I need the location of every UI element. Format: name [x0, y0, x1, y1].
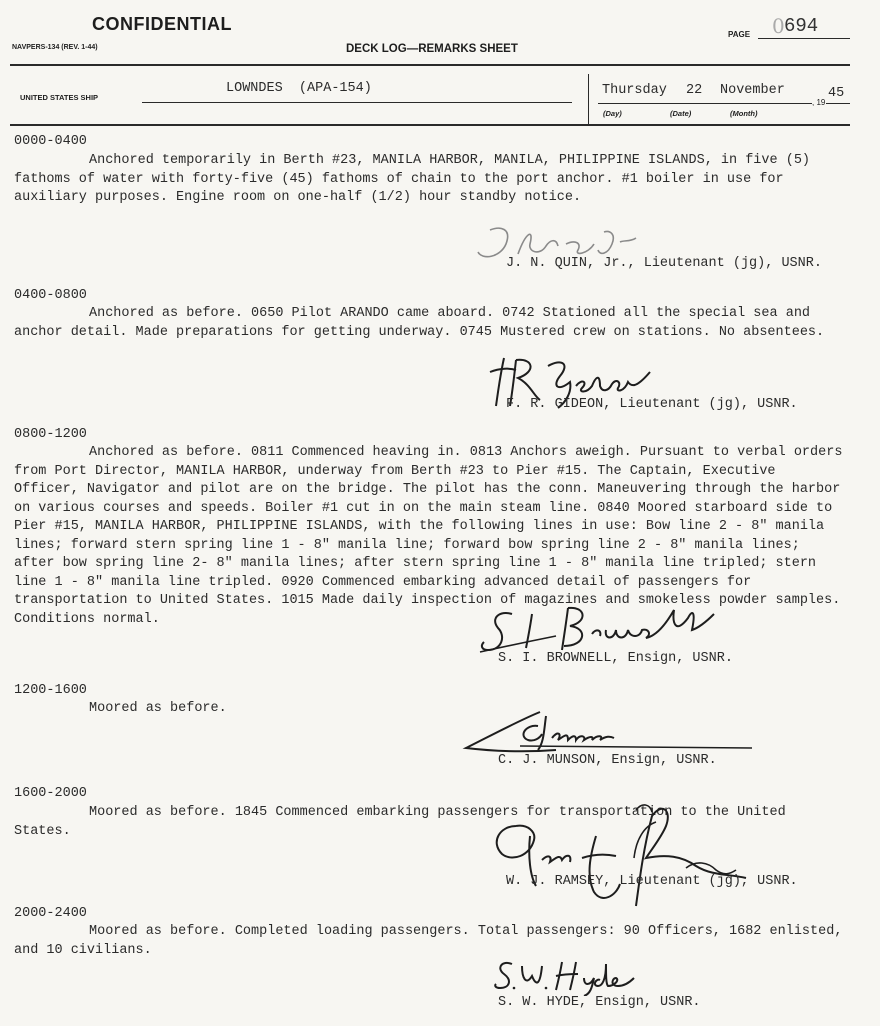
- year-line: [826, 103, 850, 104]
- header-rule-bottom: [10, 124, 850, 126]
- signature-0400-0800: F. R. GIDEON, Lieutenant (jg), USNR.: [506, 397, 798, 412]
- header-rule-top: [10, 64, 850, 66]
- month-caption: (Month): [730, 109, 758, 118]
- remarks-0400-0800: Anchored as before. 0650 Pilot ARANDO came aboard. 0742 Stationed all the special sea and anchor detail. Made preparations for getting underway. 0745 Mustered crew on stations. No absentees.: [14, 306, 825, 340]
- remarks-0000-0400: Anchored temporarily in Berth #23, MANILA HARBOR, MANILA, PHILIPPINE ISLANDS, in five (5) fathoms of water with forty-five (45) fathoms of chain to the port anchor. #1 boiler in use for auxiliary purposes. Engine room on one-half (1/2) hour standby notice.: [14, 153, 811, 205]
- watch-1200-1600: 1200-1600: [14, 683, 87, 698]
- signature-0000-0400: J. N. QUIN, Jr., Lieutenant (jg), USNR.: [506, 256, 822, 271]
- log-month: November: [720, 83, 785, 98]
- date-box-divider: [588, 74, 589, 124]
- watch-1600-2000: 1600-2000: [14, 786, 87, 801]
- remarks-1600-2000: Moored as before. 1845 Commenced embarking passengers for transportation to the United States.: [14, 805, 786, 839]
- signature-1200-1600: C. J. MUNSON, Ensign, USNR.: [498, 753, 717, 768]
- remarks-0800-1200: Anchored as before. 0811 Commenced heaving in. 0813 Anchors aweigh. Pursuant to verbal orders from Port Director, MANILA HARBOR, underway from Berth #23 to Pier #15. The Captain, Executive Officer, Navigator and pilot are on the bridge. The pilot has the conn. Maneuvering through the harbor on various courses and speeds. Boiler #1 cut in on the main steam line. 0840 Moored starboard side to Pier #15, MANILA HARBOR, PHILIPPINE ISLANDS, with the following lines in use: Bow line 2 - 8" manila lines; forward stern spring line 1 - 8" manila line; forward bow spring line 2 - 8" manila lines; after bow spring line 2- 8" manila lines; after stern spring line 1 - 8" manila line tripled; stern line 1 - 8" manila line tripled. 0920 Commenced embarking advanced detail of passengers for transportation to United States. 1015 Made daily inspection of magazines and smokeless powder samples. Conditions normal.: [14, 445, 843, 627]
- watch-0000-0400: 0000-0400: [14, 134, 87, 149]
- page-label: PAGE: [728, 30, 751, 39]
- ship-label: UNITED STATES SHIP: [20, 93, 99, 102]
- remarks-2000-2400: Moored as before. Completed loading passengers. Total passengers: 90 Officers, 1682 enlisted, and 10 civilians.: [14, 924, 843, 958]
- signature-ramsey: [486, 796, 776, 916]
- remarks-1200-1600: Moored as before.: [89, 701, 227, 716]
- signature-1600-2000: W. J. RAMSEY, Lieutenant (jg), USNR.: [506, 874, 798, 889]
- ship-name-line: [142, 102, 572, 103]
- page-number: 694: [784, 15, 819, 37]
- ship-name: LOWNDES (APA-154): [226, 81, 372, 96]
- date-line: [598, 103, 812, 104]
- year-prefix: , 19: [812, 98, 826, 107]
- form-id: NAVPERS-134 (REV. 1-44): [12, 44, 98, 51]
- day-caption: (Day): [603, 109, 622, 118]
- signature-0800-1200: S. I. BROWNELL, Ensign, USNR.: [498, 651, 733, 666]
- form-title: DECK LOG—REMARKS SHEET: [346, 43, 518, 55]
- page-number-line: [758, 38, 850, 39]
- log-year: 45: [828, 86, 845, 101]
- log-date: 22: [686, 83, 703, 98]
- watch-0400-0800: 0400-0800: [14, 288, 87, 303]
- signature-hyde: [492, 956, 652, 996]
- year-prefix-text: 19: [816, 98, 826, 107]
- log-day: Thursday: [602, 83, 667, 98]
- date-caption: (Date): [670, 109, 692, 118]
- signature-2000-2400: S. W. HYDE, Ensign, USNR.: [498, 995, 701, 1010]
- watch-0800-1200: 0800-1200: [14, 427, 87, 442]
- watch-2000-2400: 2000-2400: [14, 906, 87, 921]
- classification-label: CONFIDENTIAL: [92, 14, 232, 34]
- page-number-scribble: 0: [772, 14, 785, 38]
